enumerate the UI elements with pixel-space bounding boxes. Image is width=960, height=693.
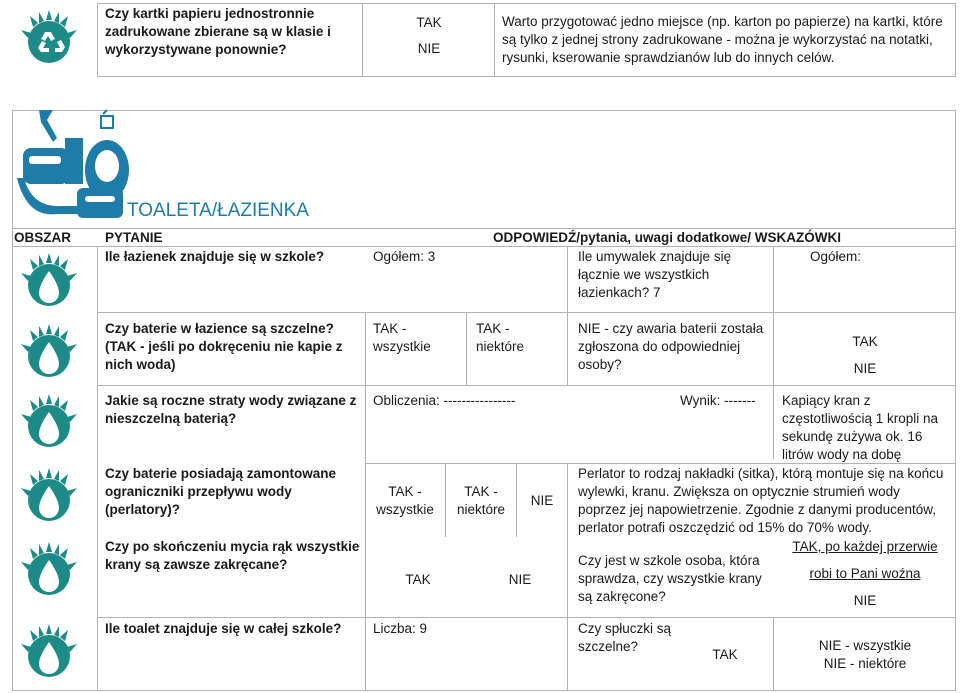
recycle-icon [18, 8, 80, 70]
tap-report-yes[interactable]: TAK [852, 334, 878, 349]
toilet-count-answer[interactable]: Liczba: 9 [373, 621, 428, 636]
sink-count-question[interactable]: Ile umywalek znajduje się łącznie we wszystkich łazienkach? 7 [578, 249, 732, 300]
water-drop-icon [18, 466, 80, 528]
aerator-all-option[interactable]: TAK - wszystkie [376, 484, 434, 517]
section-title: TOALETA/ŁAZIENKA [127, 200, 309, 221]
result-field[interactable]: Wynik: ------- [680, 393, 756, 408]
tap-checker-question: Czy jest w szkole osoba, która sprawdza, czy wszystkie krany są zakręcone? [578, 553, 762, 604]
flush-leak-question: Czy spłuczki są szczelne? [578, 621, 672, 654]
aerator-hint: Perlator to rodzaj nakładki (sitka), którą montuje się na końcu wylewki, kranu. Zwiększa on optycznie strumień wody poprzez jej napowietrzenie. Zgodnie z danymi producentów, perlator potrafi oszczędzić od 15% do 70% wody. [578, 466, 944, 535]
tap-report-question: NIE - czy awaria baterii została zgłoszona do odpowiedniej osoby? [578, 321, 764, 372]
flush-yes-option[interactable]: TAK [712, 647, 738, 662]
water-drop-icon [18, 622, 80, 684]
tap-closing-no[interactable]: NIE [508, 572, 532, 587]
aerator-question: Czy baterie posiadają zamontowane ograniczniki przepływu wody (perlatory)? [105, 466, 337, 517]
tap-all-option[interactable]: TAK - wszystkie [373, 321, 431, 354]
water-drop-icon [18, 392, 80, 454]
toilet-count-question: Ile toalet znajduje się w całej szkole? [105, 621, 342, 636]
bathroom-count-question: Ile łazienek znajduje się w szkole? [105, 249, 325, 264]
checker-no-option[interactable]: NIE [853, 593, 877, 608]
header-area: OBSZAR [14, 230, 71, 245]
water-drop-icon [18, 251, 80, 313]
bathroom-count-answer[interactable]: Ogółem: 3 [373, 249, 436, 264]
paper-hint: Warto przygotować jedno miejsce (np. karton po papierze) na kartki, które są tylko z jednej strony zadrukowane - można je wykorzystać na notatki, rysunki, kserowanie sprawdzianów lub do innych celów. [502, 14, 943, 65]
tap-report-no[interactable]: NIE [853, 361, 877, 376]
calculation-field[interactable]: Obliczenia: ---------------- [373, 393, 516, 408]
aerator-some-option[interactable]: TAK - niektóre [456, 484, 506, 517]
header-answers: ODPOWIEDŹ/pytania, uwagi dodatkowe/ WSKAZÓWKI [493, 230, 842, 245]
tap-leak-question: Czy baterie w łazience są szczelne? (TAK - jeśli po dokręceniu nie kapie z nich woda) [105, 321, 343, 372]
header-question: PYTANIE [105, 230, 163, 245]
water-drop-icon [18, 540, 80, 602]
tap-closing-yes[interactable]: TAK [405, 572, 431, 587]
toilet-icon [17, 108, 132, 220]
aerator-no-option[interactable]: NIE [530, 493, 554, 508]
drip-hint: Kapiący kran z częstotliwością 1 kropli na sekundę zużywa ok. 16 litrów wody na dobę [782, 393, 939, 462]
checker-janitor-option[interactable]: robi to Pani woźna [809, 566, 921, 581]
tap-closing-question: Czy po skończeniu mycia rąk wszystkie krany są zawsze zakręcane? [105, 539, 360, 572]
flush-no-some-option[interactable]: NIE - niektóre [823, 656, 907, 671]
paper-no-option[interactable]: NIE [417, 41, 441, 56]
water-drop-icon [18, 322, 80, 384]
checker-every-break-option[interactable]: TAK, po każdej przerwie [792, 539, 938, 554]
paper-question: Czy kartki papieru jednostronnie zadrukowane zbierane są w klasie i wykorzystywane ponownie? [105, 6, 331, 57]
water-loss-question: Jakie są roczne straty wody związane z nieszczelną baterią? [105, 393, 357, 426]
paper-yes-option[interactable]: TAK [416, 15, 442, 30]
sink-total-field[interactable]: Ogółem: [810, 249, 862, 264]
flush-no-all-option[interactable]: NIE - wszystkie [818, 638, 912, 653]
tap-some-option[interactable]: TAK - niektóre [476, 321, 525, 354]
